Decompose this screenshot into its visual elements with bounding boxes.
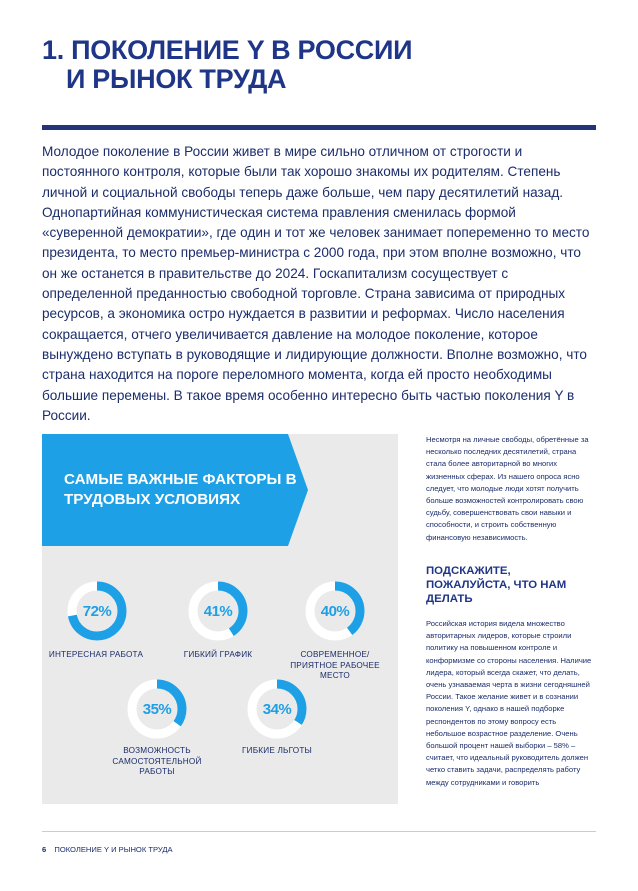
footer-divider (42, 831, 596, 832)
donut-value: 35% (142, 700, 172, 718)
factors-infographic (42, 434, 398, 804)
donut-chart-independent-work (126, 678, 188, 740)
donut-chart-interesting-work (66, 580, 128, 642)
factor-label: ГИБКИЕ ЛЬГОТЫ (241, 746, 313, 755)
donut-value: 41% (203, 602, 233, 620)
title-divider (42, 125, 596, 130)
factor-label: ВОЗМОЖНОСТЬ САМОСТОЯТЕЛЬНОЙ РАБОТЫ (112, 746, 202, 776)
donut-chart-flexible-benefits (246, 678, 308, 740)
sidebar-paragraph-1: Несмотря на личные свободы, обретённые за несколько последних десятилетий, страна стала более авторитарной во многих жизненных сферах. Из нашего опроса ясно следует, что молодые люди хотят получить больше возможностей контролировать свою судьбу, совершенствовать свои навыки и способности, и строить собственную финансовую независимость. (426, 435, 589, 542)
title-line-1: 1. ПОКОЛЕНИЕ Y В РОССИИ (42, 35, 413, 65)
donut-chart-flexible-schedule (187, 580, 249, 642)
sidebar-paragraph-2: Российская история видела множество авторитарных лидеров, которые строили политику на повышенном контроле и конформизме со стороны населения. Наличие лидера, который всегда скажет, что делать, очень узнаваемая черта в жизни сегодняшней России. Такое желание живет и в сознании поколения Y, однако в нашей подборке респондентов по этому вопросу есть небольшое возрастное разделение. Очень большой процент нашей выборки – 58% – считает, что идеальный руководитель должен четко ставить задачи, распределять работу между сотрудниками и говорить (426, 619, 592, 787)
factor-label: ИНТЕРЕСНАЯ РАБОТА (48, 650, 144, 659)
infographic-title: САМЫЕ ВАЖНЫЕ ФАКТОРЫ В ТРУДОВЫХ УСЛОВИЯХ (64, 471, 297, 508)
donut-value: 40% (320, 602, 350, 620)
donut-value: 34% (262, 700, 292, 718)
donut-value: 72% (82, 602, 112, 620)
page-title (42, 36, 412, 94)
factor-label: СОВРЕМЕННОЕ/ ПРИЯТНОЕ РАБОЧЕЕ МЕСТО (290, 650, 380, 680)
footer-section-title: ПОКОЛЕНИЕ Y И РЫНОК ТРУДА (54, 845, 173, 854)
factor-label: ГИБКИЙ ГРАФИК (183, 650, 253, 659)
page-number: 6 (42, 845, 47, 854)
sidebar-heading: ПОДСКАЖИТЕ, ПОЖАЛУЙСТА, ЧТО НАМ ДЕЛАТЬ (426, 565, 567, 605)
donut-chart-modern-workplace (304, 580, 366, 642)
intro-paragraph: Молодое поколение в России живет в мире сильно отличном от строгости и постоянного контроля, которые были так хорошо знакомы их родителям. Степень личной и социальной свободы теперь даже больше, чем пару десятилетий назад. Однопартийная коммунистическая система правления сменилась формой «суверенной демократии», где один и тот же человек занимает попеременно то место президента, то место премьер-министра с 2000 года, при этом вполне возможно, что он же останется в правительстве до 2024. Госкапитализм сосуществует с определенной преданностью свободной торговле. Страна зависима от природных ресурсов, а экономика остро нуждается в развитии и реформах. Число населения сокращается, отчего увеличивается давление на молодое поколение, которое вынуждено вступать в руководящие и лидирующие должности. Вполне возможно, что страна находится на пороге переломного момента, когда ей просто необходимы большие перемены. В такое время особенно интересно быть частью поколения Y в России. (42, 144, 590, 423)
title-line-2: И РЫНОК ТРУДА (66, 64, 287, 94)
page-footer (42, 845, 173, 854)
